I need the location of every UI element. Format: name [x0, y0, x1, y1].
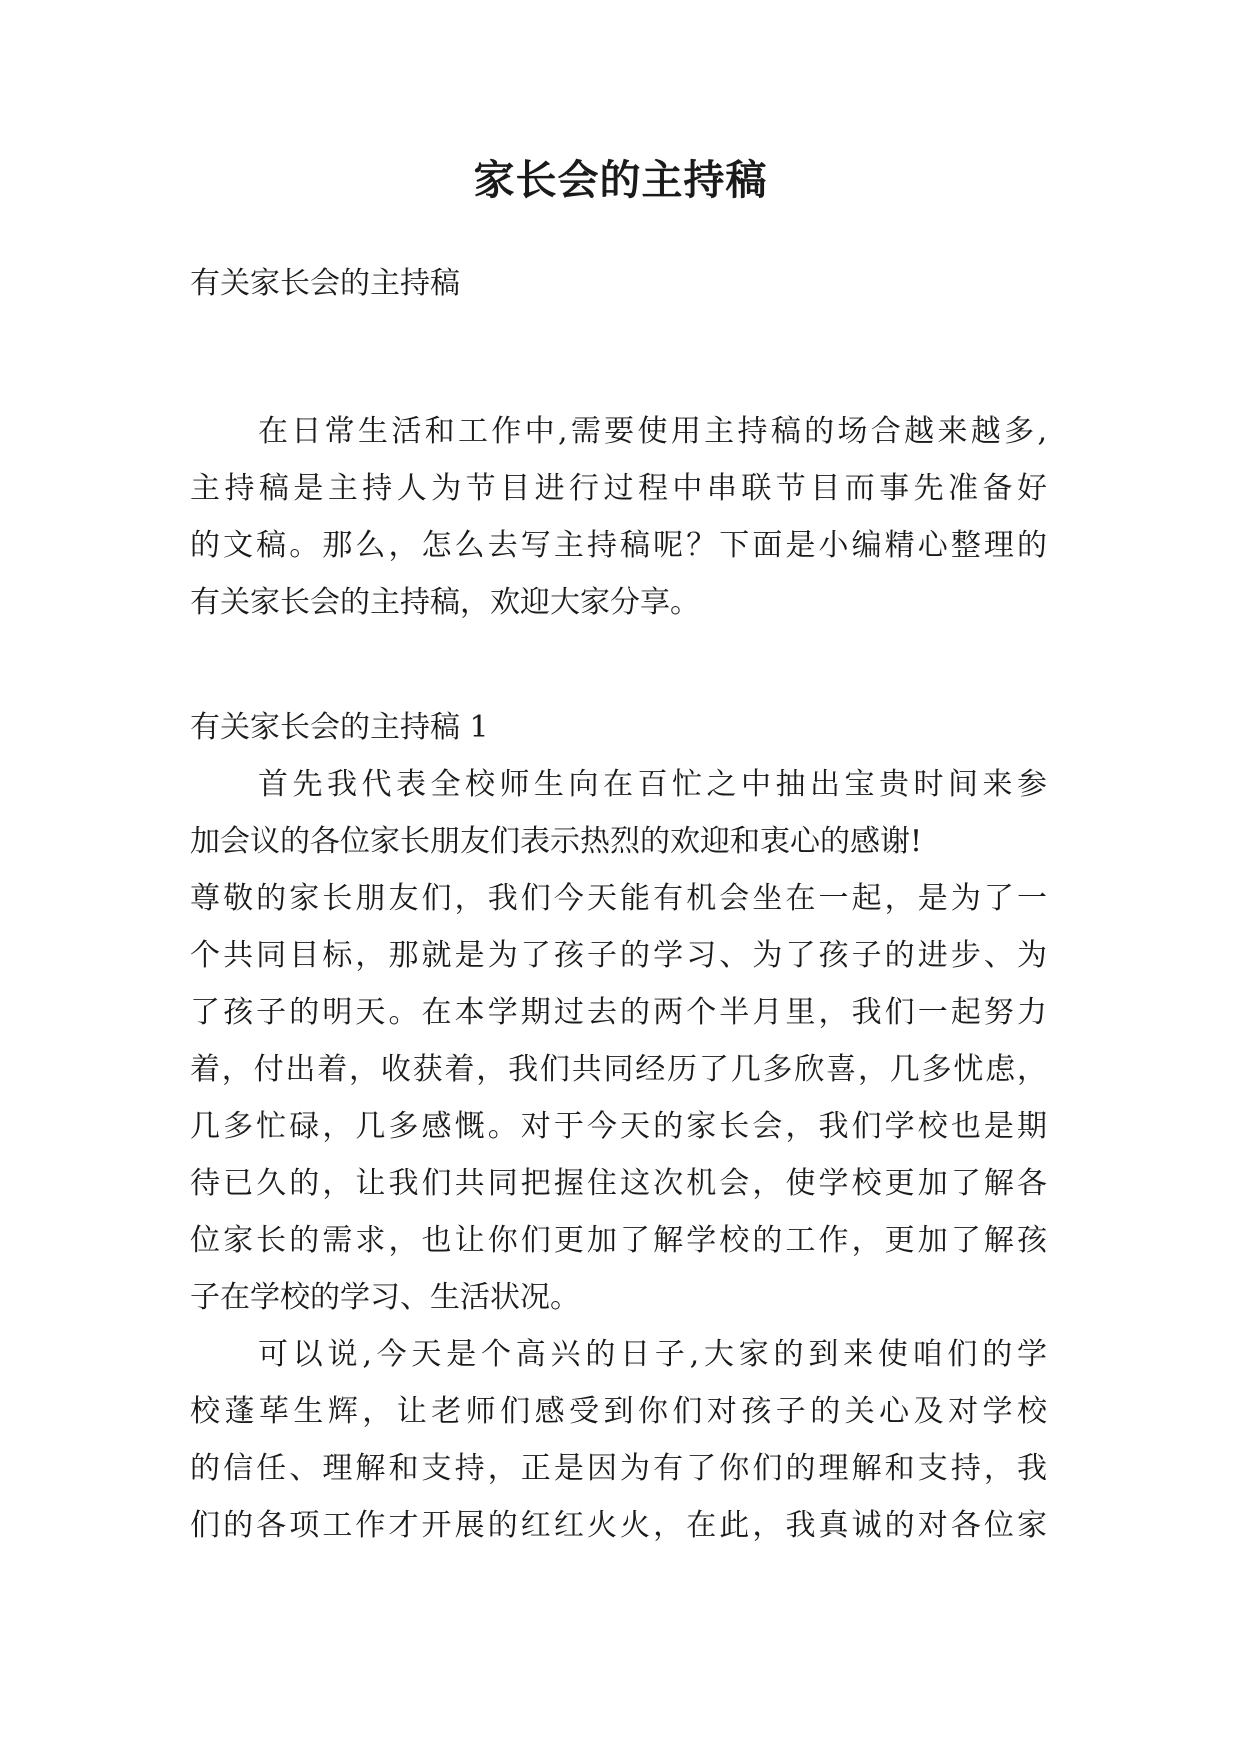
paragraph-line: 子在学校的学习、生活状况。	[190, 1280, 580, 1315]
paragraph-line: 可以说,今天是个高兴的日子,大家的到来使咱们的学	[258, 1337, 1047, 1372]
paragraph-line: 的信任、理解和支持，正是因为有了你们的理解和支持，我	[190, 1451, 1047, 1486]
subtitle: 有关家长会的主持稿	[190, 266, 460, 301]
paragraph-line: 的文稿。那么，怎么去写主持稿呢？下面是小编精心整理的	[190, 528, 1047, 563]
document-title: 家长会的主持稿	[473, 156, 768, 204]
paragraph-line: 尊敬的家长朋友们，我们今天能有机会坐在一起，是为了一	[190, 881, 1047, 916]
paragraph-line: 有关家长会的主持稿，欢迎大家分享。	[190, 585, 700, 620]
paragraph-line: 待已久的，让我们共同把握住这次机会，使学校更加了解各	[190, 1166, 1047, 1201]
paragraph-line: 在日常生活和工作中,需要使用主持稿的场合越来越多,	[258, 414, 1047, 449]
section-heading: 有关家长会的主持稿 1	[190, 710, 489, 745]
paragraph-line: 校蓬荜生辉，让老师们感受到你们对孩子的关心及对学校	[190, 1394, 1047, 1429]
paragraph-line: 位家长的需求，也让你们更加了解学校的工作，更加了解孩	[190, 1223, 1047, 1258]
paragraph-line: 个共同目标，那就是为了孩子的学习、为了孩子的进步、为	[190, 938, 1047, 973]
paragraph-line: 主持稿是主持人为节目进行过程中串联节目而事先准备好	[190, 471, 1047, 506]
paragraph-line: 加会议的各位家长朋友们表示热烈的欢迎和衷心的感谢!	[190, 824, 923, 859]
paragraph-line: 了孩子的明天。在本学期过去的两个半月里，我们一起努力	[190, 995, 1047, 1030]
paragraph-line: 着，付出着，收获着，我们共同经历了几多欣喜，几多忧虑，	[190, 1052, 1047, 1087]
paragraph-line: 几多忙碌，几多感慨。对于今天的家长会，我们学校也是期	[190, 1109, 1047, 1144]
paragraph-line: 们的各项工作才开展的红红火火，在此，我真诚的对各位家	[190, 1508, 1047, 1543]
paragraph-line: 首先我代表全校师生向在百忙之中抽出宝贵时间来参	[258, 767, 1047, 802]
